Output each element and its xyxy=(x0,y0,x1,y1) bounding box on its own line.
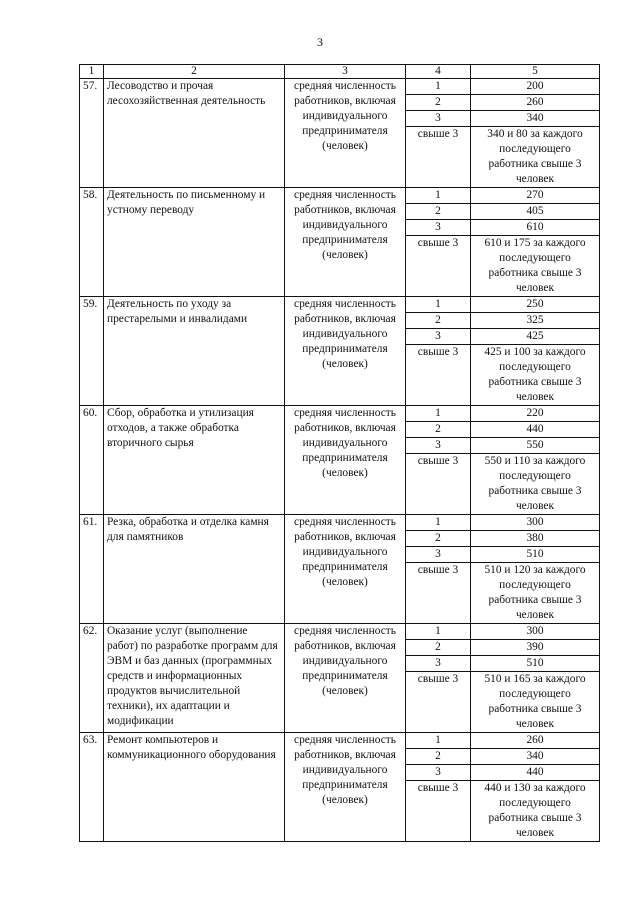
physical-indicator: средняя численность работников, включая индивидуального предпринимателя (человек) xyxy=(285,624,406,733)
table-header-row xyxy=(80,65,600,79)
physical-indicator: средняя численность работников, включая индивидуального предпринимателя (человек) xyxy=(285,406,406,515)
worker-count: 2 xyxy=(406,531,471,547)
base-value: 380 xyxy=(471,531,600,547)
activity-name: Сбор, обработка и утилизация отходов, а также обработка вторичного сырья xyxy=(104,406,285,515)
base-value: 300 xyxy=(471,515,600,531)
column-header-4: 4 xyxy=(406,65,471,79)
activity-name: Лесоводство и прочая лесохозяйственная деятельность xyxy=(104,79,285,188)
base-value: 510 и 120 за каждого последующего работника свыше 3 человек xyxy=(471,563,600,624)
column-header-1: 1 xyxy=(80,65,104,79)
base-value: 220 xyxy=(471,406,600,422)
worker-count: 2 xyxy=(406,749,471,765)
row-number: 61. xyxy=(80,515,104,624)
base-value: 200 xyxy=(471,79,600,95)
base-value: 340 xyxy=(471,749,600,765)
worker-count: 3 xyxy=(406,329,471,345)
worker-count: свыше 3 xyxy=(406,781,471,842)
base-value: 610 и 175 за каждого последующего работника свыше 3 человек xyxy=(471,236,600,297)
worker-count: 2 xyxy=(406,313,471,329)
page-number: 3 xyxy=(317,35,323,49)
worker-count: свыше 3 xyxy=(406,672,471,733)
column-header-2: 2 xyxy=(104,65,285,79)
tax-rate-table xyxy=(79,64,600,842)
activity-name: Деятельность по уходу за престарелыми и инвалидами xyxy=(104,297,285,406)
activity-name: Ремонт компьютеров и коммуникационного оборудования xyxy=(104,733,285,842)
worker-count: 3 xyxy=(406,220,471,236)
worker-count: свыше 3 xyxy=(406,236,471,297)
worker-count: 3 xyxy=(406,656,471,672)
worker-count: свыше 3 xyxy=(406,454,471,515)
base-value: 510 xyxy=(471,656,600,672)
base-value: 510 xyxy=(471,547,600,563)
base-value: 610 xyxy=(471,220,600,236)
worker-count: 1 xyxy=(406,188,471,204)
worker-count: свыше 3 xyxy=(406,563,471,624)
activity-name: Деятельность по письменному и устному переводу xyxy=(104,188,285,297)
worker-count: 3 xyxy=(406,547,471,563)
physical-indicator: средняя численность работников, включая индивидуального предпринимателя (человек) xyxy=(285,733,406,842)
row-number: 63. xyxy=(80,733,104,842)
base-value: 390 xyxy=(471,640,600,656)
worker-count: 1 xyxy=(406,79,471,95)
base-value: 550 и 110 за каждого последующего работника свыше 3 человек xyxy=(471,454,600,515)
worker-count: 1 xyxy=(406,515,471,531)
base-value: 440 и 130 за каждого последующего работника свыше 3 человек xyxy=(471,781,600,842)
table-row xyxy=(80,624,600,640)
column-header-5: 5 xyxy=(471,65,600,79)
worker-count: 1 xyxy=(406,297,471,313)
physical-indicator: средняя численность работников, включая индивидуального предпринимателя (человек) xyxy=(285,188,406,297)
base-value: 260 xyxy=(471,95,600,111)
row-number: 57. xyxy=(80,79,104,188)
base-value: 440 xyxy=(471,422,600,438)
base-value: 550 xyxy=(471,438,600,454)
worker-count: 1 xyxy=(406,733,471,749)
activity-name: Оказание услуг (выполнение работ) по разработке программ для ЭВМ и баз данных (программных средств и информационных продуктов вычислительной техники), их адаптации и модификации xyxy=(104,624,285,733)
table-row xyxy=(80,188,600,204)
worker-count: 2 xyxy=(406,640,471,656)
table-row xyxy=(80,515,600,531)
base-value: 340 xyxy=(471,111,600,127)
worker-count: 2 xyxy=(406,422,471,438)
base-value: 270 xyxy=(471,188,600,204)
base-value: 405 xyxy=(471,204,600,220)
worker-count: 2 xyxy=(406,204,471,220)
table-row xyxy=(80,79,600,95)
physical-indicator: средняя численность работников, включая индивидуального предпринимателя (человек) xyxy=(285,515,406,624)
worker-count: 1 xyxy=(406,624,471,640)
base-value: 425 и 100 за каждого последующего работника свыше 3 человек xyxy=(471,345,600,406)
base-value: 260 xyxy=(471,733,600,749)
base-value: 250 xyxy=(471,297,600,313)
worker-count: 1 xyxy=(406,406,471,422)
worker-count: 2 xyxy=(406,95,471,111)
worker-count: 3 xyxy=(406,765,471,781)
row-number: 58. xyxy=(80,188,104,297)
base-value: 325 xyxy=(471,313,600,329)
table-row xyxy=(80,733,600,749)
worker-count: 3 xyxy=(406,111,471,127)
base-value: 425 xyxy=(471,329,600,345)
base-value: 440 xyxy=(471,765,600,781)
base-value: 510 и 165 за каждого последующего работника свыше 3 человек xyxy=(471,672,600,733)
table-row xyxy=(80,297,600,313)
physical-indicator: средняя численность работников, включая индивидуального предпринимателя (человек) xyxy=(285,79,406,188)
base-value: 300 xyxy=(471,624,600,640)
row-number: 62. xyxy=(80,624,104,733)
row-number: 60. xyxy=(80,406,104,515)
table-row xyxy=(80,406,600,422)
table-body xyxy=(80,79,600,842)
row-number: 59. xyxy=(80,297,104,406)
base-value: 340 и 80 за каждого последующего работника свыше 3 человек xyxy=(471,127,600,188)
column-header-3: 3 xyxy=(285,65,406,79)
worker-count: свыше 3 xyxy=(406,127,471,188)
worker-count: 3 xyxy=(406,438,471,454)
worker-count: свыше 3 xyxy=(406,345,471,406)
activity-name: Резка, обработка и отделка камня для памятников xyxy=(104,515,285,624)
physical-indicator: средняя численность работников, включая индивидуального предпринимателя (человек) xyxy=(285,297,406,406)
